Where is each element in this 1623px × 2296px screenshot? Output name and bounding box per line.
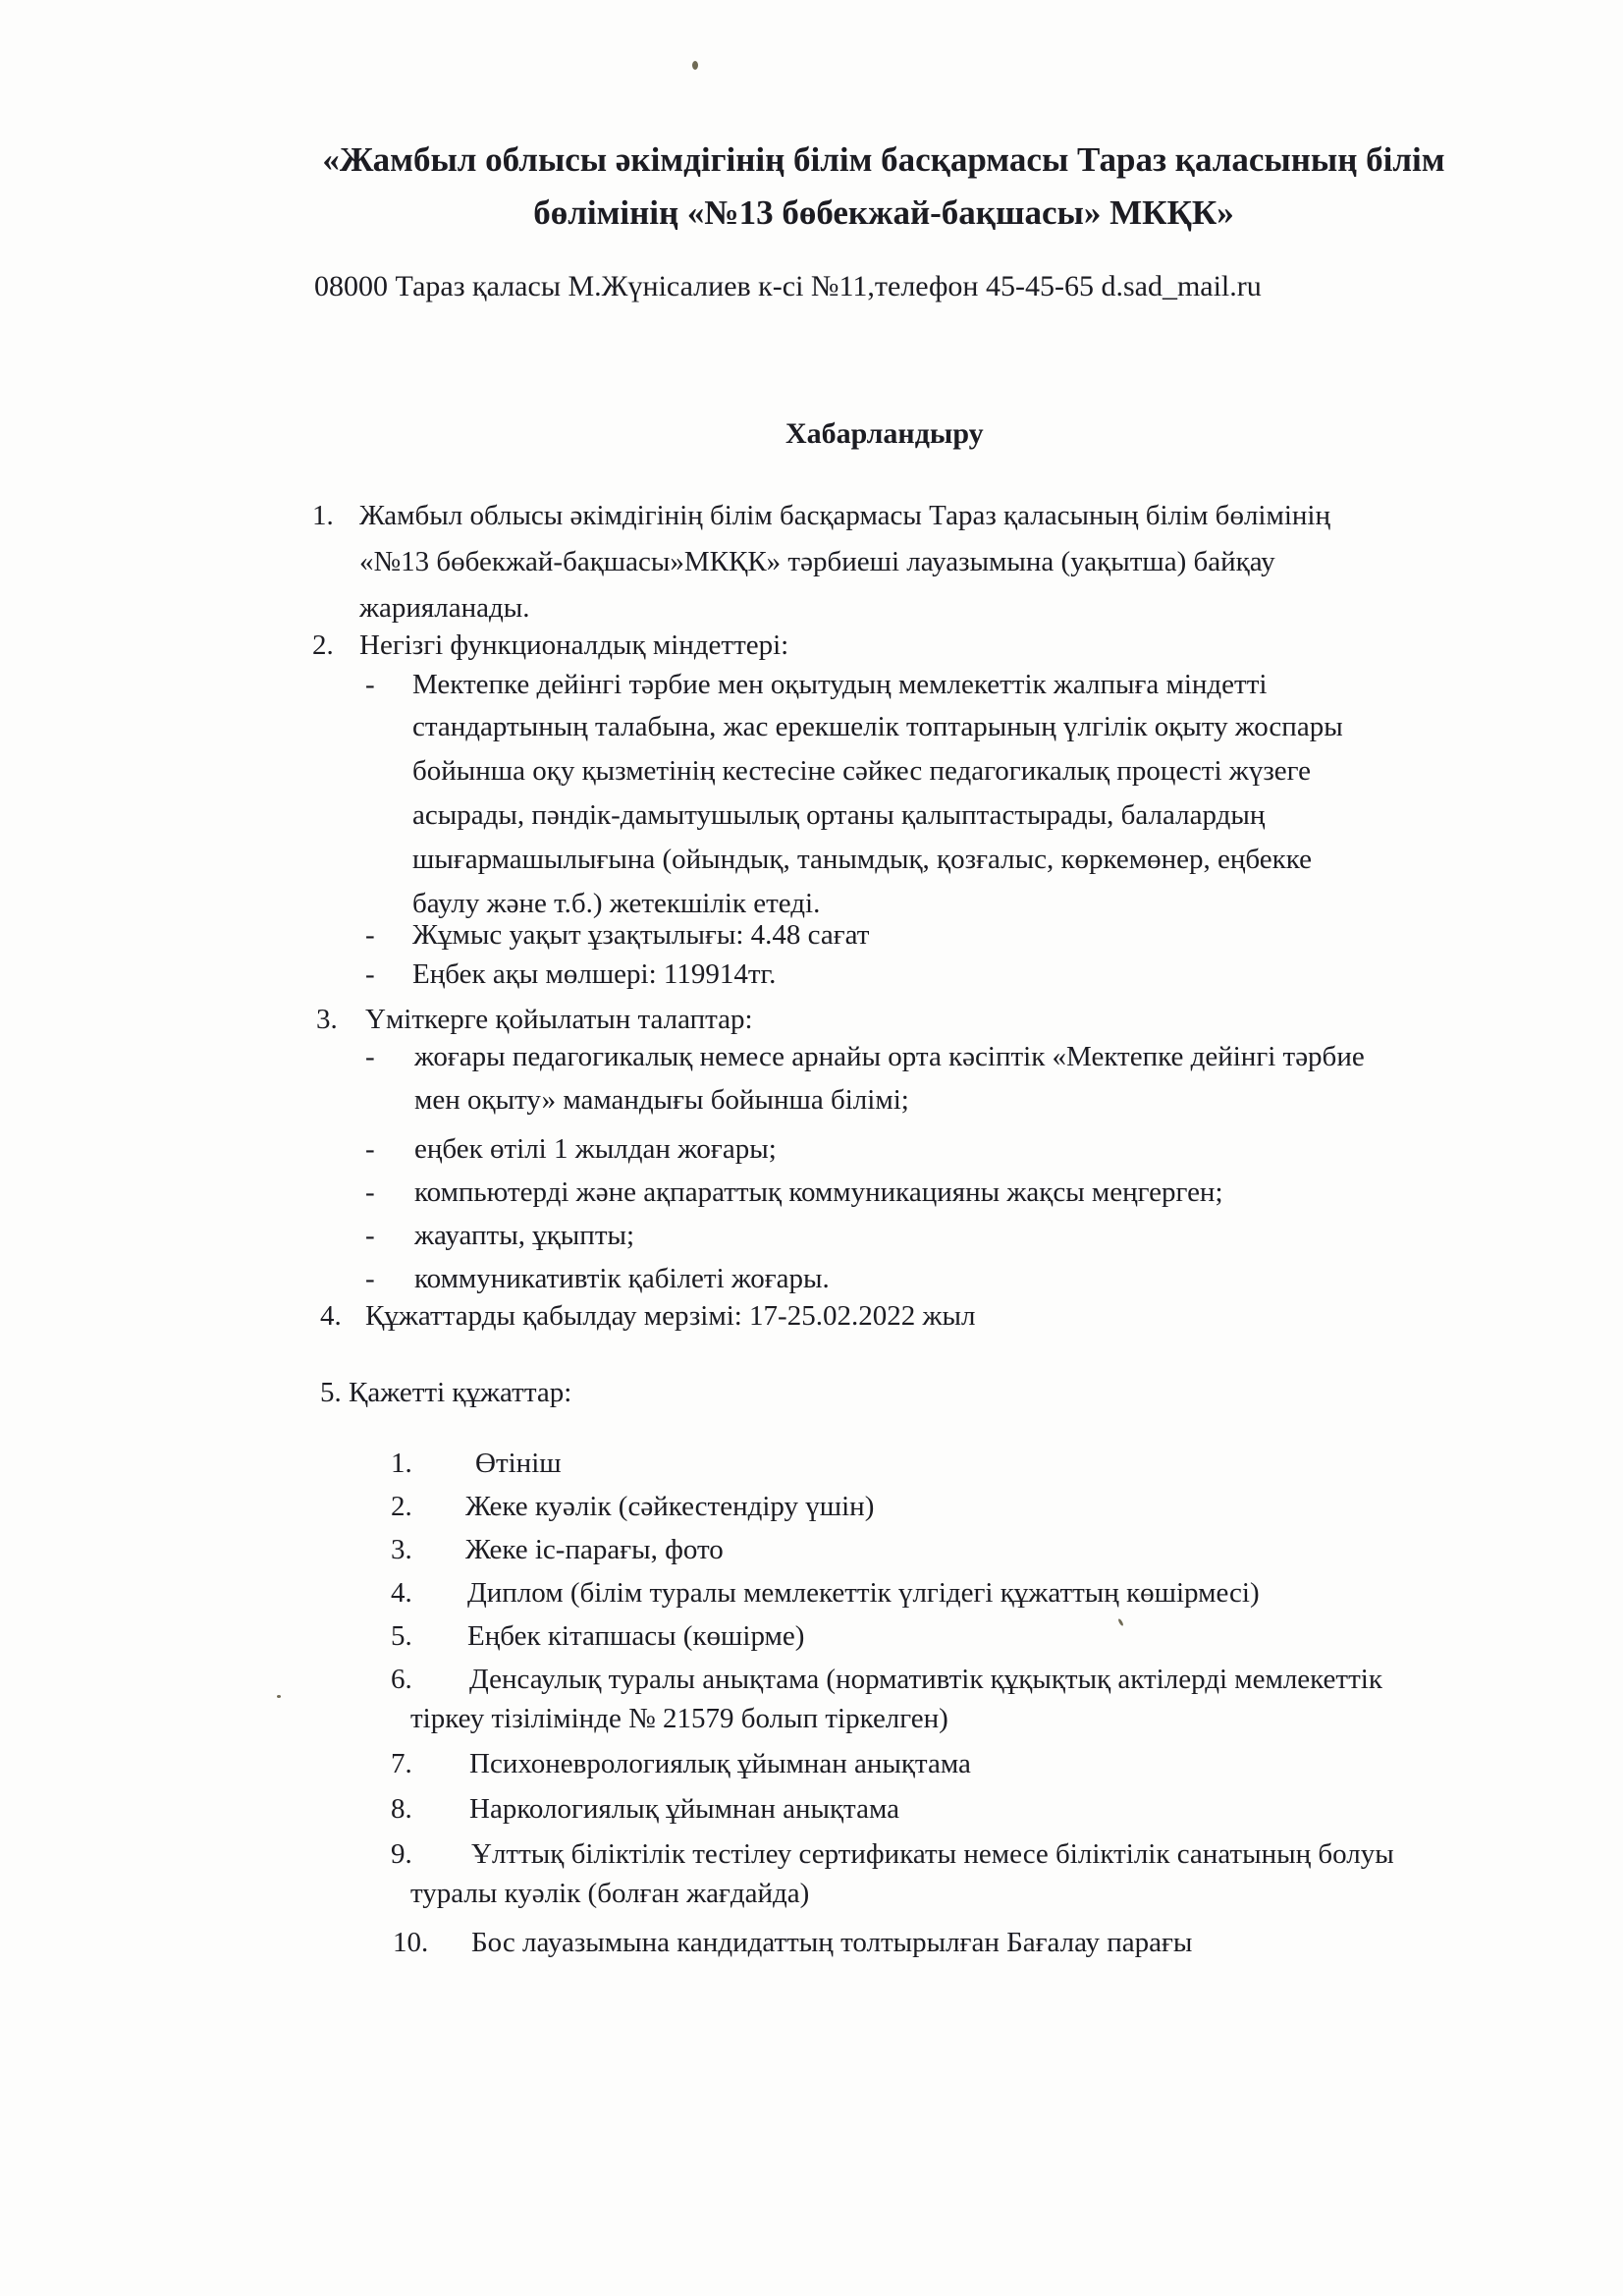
- section-4-text: Құжаттарды қабылдау мерзімі: 17-25.02.2022 жыл: [365, 1300, 976, 1332]
- required-doc-number: 10.: [393, 1927, 429, 1958]
- organization-title-line2: бөлімінің «№13 бөбекжай-бақшасы» МКҚК»: [533, 193, 1234, 232]
- section-3-number: 3.: [316, 1004, 338, 1035]
- scan-speck: [277, 1695, 281, 1698]
- scan-speck: [1117, 1618, 1124, 1626]
- section-3-bullet-4: жауапты, ұқыпты;: [414, 1220, 635, 1251]
- section-2-bullet-2: Жұмыс уақыт ұзақтылығы: 4.48 сағат: [412, 919, 870, 951]
- required-doc-text: Наркологиялық ұйымнан анықтама: [469, 1793, 899, 1825]
- organization-title: [196, 134, 1571, 240]
- section-2-bullet-1-line: шығармашылығына (ойындық, танымдық, қозғалыс, көркемөнер, еңбекке: [412, 844, 1312, 875]
- required-doc-text: Денсаулық туралы анықтама (нормативтік құқықтық актілерді мемлекеттік: [469, 1664, 1382, 1695]
- section-3-bullet-5: коммуникативтік қабілеті жоғары.: [414, 1263, 830, 1294]
- bullet-dash: -: [365, 1263, 375, 1294]
- required-doc-number: 1.: [391, 1448, 412, 1479]
- bullet-dash: -: [365, 1133, 375, 1165]
- section-3-bullet-2: еңбек өтілі 1 жылдан жоғары;: [414, 1133, 777, 1165]
- required-doc-text: Психоневрологиялық ұйымнан анықтама: [469, 1748, 971, 1779]
- bullet-dash: -: [365, 958, 375, 990]
- required-doc-text-continuation: туралы куәлік (болған жағдайда): [410, 1878, 810, 1909]
- required-doc-number: 5.: [391, 1620, 412, 1652]
- section-3-bullet-3: компьютерді және ақпараттық коммуникацияны жақсы меңгерген;: [414, 1176, 1223, 1208]
- bullet-dash: -: [365, 919, 375, 951]
- required-doc-text: Еңбек кітапшасы (көшірме): [467, 1620, 805, 1652]
- section-2-bullet-3: Еңбек ақы мөлшері: 119914тг.: [412, 958, 777, 990]
- bullet-dash: -: [365, 1220, 375, 1251]
- section-1-line: «№13 бөбекжай-бақшасы»МКҚК» тәрбиеші лауазымына (уақытша) байқау: [359, 546, 1275, 577]
- section-1-line: Жамбыл облысы әкімдігінің білім басқармасы Тараз қаласының білім бөлімінің: [359, 500, 1330, 531]
- required-doc-number: 9.: [391, 1838, 412, 1870]
- organization-address: 08000 Тараз қаласы М.Жүнісалиев к-сі №11,телефон 45-45-65 d.sad_mail.ru: [314, 270, 1262, 302]
- section-3-title: Үміткерге қойылатын талаптар:: [365, 1004, 753, 1035]
- document-heading: Хабарландыру: [785, 417, 984, 450]
- required-doc-text: Жеке іс-парағы, фото: [465, 1534, 724, 1565]
- section-2-title: Негізгі функционалдық міндеттері:: [359, 629, 789, 661]
- section-2-bullet-1-line: Мектепке дейінгі тәрбие мен оқытудың мемлекеттік жалпыға міндетті: [412, 669, 1268, 700]
- required-doc-text: Жеке куәлік (сәйкестендіру үшін): [465, 1491, 875, 1522]
- section-2-bullet-1-line: бойынша оқу қызметінің кестесіне сәйкес педагогикалық процесті жүзеге: [412, 755, 1312, 787]
- required-doc-number: 7.: [391, 1748, 412, 1779]
- section-3-bullet-1-line: жоғары педагогикалық немесе арнайы орта кәсіптік «Мектепке дейінгі тәрбие: [414, 1041, 1365, 1072]
- section-1-line: жарияланады.: [359, 592, 530, 624]
- section-1-number: 1.: [312, 500, 334, 531]
- required-doc-text: Диплом (білім туралы мемлекеттік үлгідегі құжаттың көшірмесі): [467, 1577, 1260, 1609]
- required-doc-text: Ұлттық біліктілік тестілеу сертификаты немесе біліктілік санатының болуы: [471, 1838, 1394, 1870]
- section-2-bullet-1-line: асырады, пәндік-дамытушылық ортаны қалыптастырады, балалардың: [412, 799, 1266, 831]
- required-doc-text-continuation: тіркеу тізілімінде № 21579 болып тіркелген): [410, 1703, 948, 1734]
- required-doc-number: 6.: [391, 1664, 412, 1695]
- section-2-bullet-1-line: баулу және т.б.) жетекшілік етеді.: [412, 888, 821, 919]
- section-2-bullet-1-line: стандартының талабына, жас ерекшелік топтарының үлгілік оқыту жоспары: [412, 711, 1343, 742]
- bullet-dash: -: [365, 669, 375, 700]
- organization-title-line1: «Жамбыл облысы әкімдігінің білім басқармасы Тараз қаласының білім: [322, 140, 1445, 179]
- section-5-title: 5. Қажетті құжаттар:: [320, 1377, 572, 1408]
- required-doc-number: 2.: [391, 1491, 412, 1522]
- section-3-bullet-1-line: мен оқыту» мамандығы бойынша білімі;: [414, 1084, 909, 1116]
- required-doc-number: 8.: [391, 1793, 412, 1825]
- required-doc-number: 3.: [391, 1534, 412, 1565]
- bullet-dash: -: [365, 1176, 375, 1208]
- bullet-dash: -: [365, 1041, 375, 1072]
- section-2-number: 2.: [312, 629, 334, 661]
- section-4-number: 4.: [320, 1300, 342, 1332]
- required-doc-number: 4.: [391, 1577, 412, 1609]
- required-doc-text: Бос лауазымына кандидаттың толтырылған Бағалау парағы: [471, 1927, 1193, 1958]
- scan-speck: [692, 61, 698, 70]
- required-doc-text: Өтініш: [475, 1448, 562, 1479]
